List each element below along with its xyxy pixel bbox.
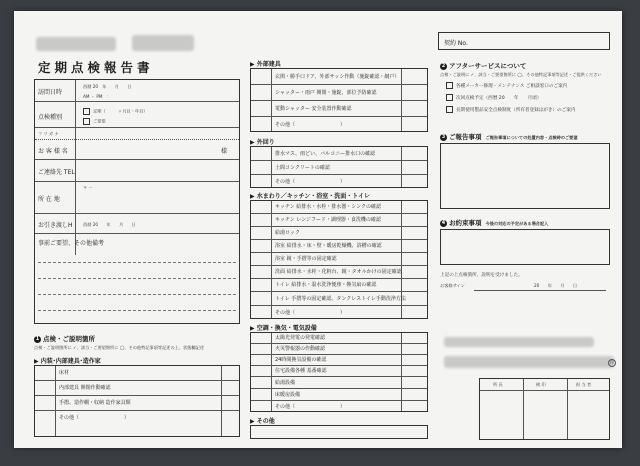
interior-item[interactable]: その他（ ）	[59, 415, 130, 421]
exterior-item[interactable]: 玄関・勝手口ドア、外部サッシ作動（施錠確認・網戸）	[251, 69, 427, 85]
outer-item[interactable]: 排水マス、雨どい、バルコニー排水口の確認	[251, 147, 427, 161]
exterior-heading: ▶ 外部建具	[250, 61, 281, 68]
section2-title: アフターサービスについて	[449, 62, 527, 70]
blurred-company-name	[36, 37, 116, 51]
outer-title-text: 外回り	[256, 139, 275, 146]
handover-value: 西暦 20 年 月 日	[83, 222, 136, 227]
approval-header: 担 当 者	[576, 382, 592, 387]
contact-tel-label: ご連絡先 TEL	[38, 169, 75, 176]
outer-item[interactable]: その他（ ）	[275, 179, 346, 185]
hvac-item[interactable]: 床暖房設備	[251, 389, 427, 401]
visit-date-value: 西暦 20 年 月 日	[83, 84, 132, 89]
section3-title: ご報告事項	[449, 133, 482, 141]
hvac-item[interactable]: 太陽光発電の発電確認	[251, 333, 427, 344]
approval-stamp-table	[479, 378, 610, 440]
hvac-item[interactable]: 24時間換気設備の確認	[251, 355, 427, 366]
water-item[interactable]: トイレ 給排水・温水洗浄便座・換気扇の確認	[251, 279, 427, 292]
company-stamp-mark: 印	[609, 360, 615, 365]
after-item: 各種メーカー修理・メンテナンス ご相談窓口のご案内	[456, 84, 568, 89]
blurred-company-contact	[444, 356, 614, 368]
report-items-box[interactable]	[440, 143, 610, 209]
customer-info-form	[34, 79, 240, 324]
section1-heading	[34, 334, 95, 343]
section4-heading	[440, 218, 548, 227]
water-title-text: 水まわり／キッチン・浴室・洗面・トイレ	[256, 193, 370, 200]
furigana-label: フ リ ガ ナ	[38, 131, 59, 136]
hvac-heading: ▶ 空調・換気・電気設備	[250, 325, 317, 332]
am-pm: AM ・ PM ：	[83, 94, 111, 99]
honorific: 様	[221, 148, 228, 155]
section4-number: 4	[441, 219, 446, 226]
section3-note: ご報告事項についての処置内容・点検時のご要望	[485, 135, 578, 140]
exterior-title-text: 外部建具	[256, 61, 281, 68]
other-heading: ▶ その他	[250, 418, 275, 425]
customer-name-label: お 客 様 名	[38, 148, 68, 155]
outer-checklist	[250, 146, 428, 188]
section1-title: 点検・ご説明箇所	[43, 335, 95, 343]
blurred-company-logo	[132, 35, 194, 51]
exterior-item[interactable]: シャッター・雨戸 開閉・施錠、部位予防確認	[251, 85, 427, 101]
requests-label: 事前ご要望、その他備考	[38, 240, 105, 247]
hvac-checklist	[250, 332, 428, 412]
postal-mark: 〒 －	[83, 185, 93, 190]
water-item[interactable]: トイレ 手摺等の固定確認、タンクレストイレ手動洗浄方法	[251, 292, 427, 306]
other-title-text: その他	[256, 418, 275, 425]
water-item[interactable]: その他（ ）	[275, 310, 346, 316]
signature-line[interactable]	[474, 290, 606, 291]
section2-heading	[440, 61, 526, 70]
exterior-item[interactable]: その他（ ）	[275, 122, 346, 128]
section4-title: お約束事項	[449, 219, 482, 227]
periodic-label: 定期（ ヶ月目・年目）	[93, 108, 148, 114]
contract-no-box	[438, 32, 610, 50]
after-checkbox[interactable]	[446, 82, 453, 89]
request-checkbox[interactable]	[83, 118, 90, 125]
section1-note: 点検・ご説明箇所に ✓、該当・ご要望箇所に ◯、その他特記事項等記述の上、状態欄記述	[34, 345, 204, 350]
inspection-type-label: 点検種別	[38, 114, 63, 121]
sign-date: 20 年 月 日	[534, 283, 578, 288]
after-item: 長期使用製品安全点検制度（所有者登録はがき）のご案内	[456, 108, 576, 113]
water-item[interactable]: 浴室 給排水・床・壁・暖房乾燥機、浴槽の確認	[251, 240, 427, 253]
approval-header: 検 印	[536, 382, 546, 387]
section3-heading	[440, 132, 578, 141]
water-item[interactable]: 浴室 鏡・手摺等の固定確認	[251, 253, 427, 266]
hvac-item[interactable]: 火災警報器の作動確認	[251, 344, 427, 355]
after-checkbox[interactable]	[446, 94, 453, 101]
water-item[interactable]: 給湯ロック	[251, 227, 427, 240]
exterior-item[interactable]: 電動シャッター 安全装置作動確認	[251, 101, 427, 117]
sign-label: お客様サイン	[440, 283, 465, 288]
other-box	[250, 425, 428, 439]
page-title: 定期点検報告書	[38, 60, 154, 75]
confirm-text: 上記の上点検箇所、説明を受けました。	[440, 273, 523, 278]
section1-number: 1	[35, 335, 40, 342]
after-checkbox[interactable]	[446, 106, 453, 113]
hvac-item[interactable]: その他（ ）	[275, 404, 346, 410]
outer-item[interactable]: 土間コンクリートの確認	[251, 161, 427, 175]
water-item[interactable]: 洗面 給排水・水栓・化粧台、鏡・タオルかけの固定確認	[251, 266, 427, 279]
interior-item[interactable]: 内部建具 開閉作動確認	[35, 381, 239, 396]
section2-note: 点検・ご説明に ✓、該当・ご要望箇所に ◯、その他特記事項等記述・ご提供ください	[440, 72, 602, 77]
interior-title-text: 内装･内部建具･造作家	[40, 358, 101, 365]
inspection-report-sheet	[14, 11, 622, 448]
hvac-title-text: 空調・換気・電気設備	[256, 325, 317, 332]
water-item[interactable]: キッチン 給排水・水栓・排水器・シンクの確認	[251, 201, 427, 214]
interior-checklist	[34, 365, 240, 437]
address-label: 所 在 地	[38, 196, 60, 203]
promises-box[interactable]	[440, 229, 610, 265]
periodic-checkbox[interactable]	[83, 108, 90, 115]
approval-header: 所 長	[493, 382, 503, 387]
hvac-item[interactable]: 給湯設備	[251, 377, 427, 389]
interior-item[interactable]: 手摺、造作棚・収納 造作家具類	[35, 396, 239, 411]
contract-no-label: 契約 No.	[444, 40, 468, 47]
water-item[interactable]: キッチン レンジフード・調理器・食洗機の確認	[251, 214, 427, 227]
section4-note: 今後の対応の予定がある場合記入	[485, 221, 549, 226]
outer-heading: ▶ 外回り	[250, 139, 275, 146]
handover-label: お引き渡しH	[38, 222, 73, 229]
hvac-item[interactable]: 住宅設備各種 基番確認	[251, 366, 427, 377]
water-heading: ▶ 水まわり／キッチン・浴室・洗面・トイレ	[250, 193, 370, 200]
request-label: ご要望	[93, 118, 106, 124]
after-item: 次回点検予定（西暦 20 年 月頃）	[456, 96, 542, 101]
visit-date-label: 訪問日時	[38, 89, 63, 96]
interior-subsection-title: ▶ 内装･内部建具･造作家	[34, 358, 101, 365]
blurred-company-address	[444, 337, 594, 347]
interior-item[interactable]: 床材	[35, 366, 239, 381]
section3-number: 3	[441, 133, 446, 140]
section2-number: 2	[441, 62, 446, 69]
exterior-checklist	[250, 68, 428, 132]
water-checklist	[250, 200, 428, 319]
